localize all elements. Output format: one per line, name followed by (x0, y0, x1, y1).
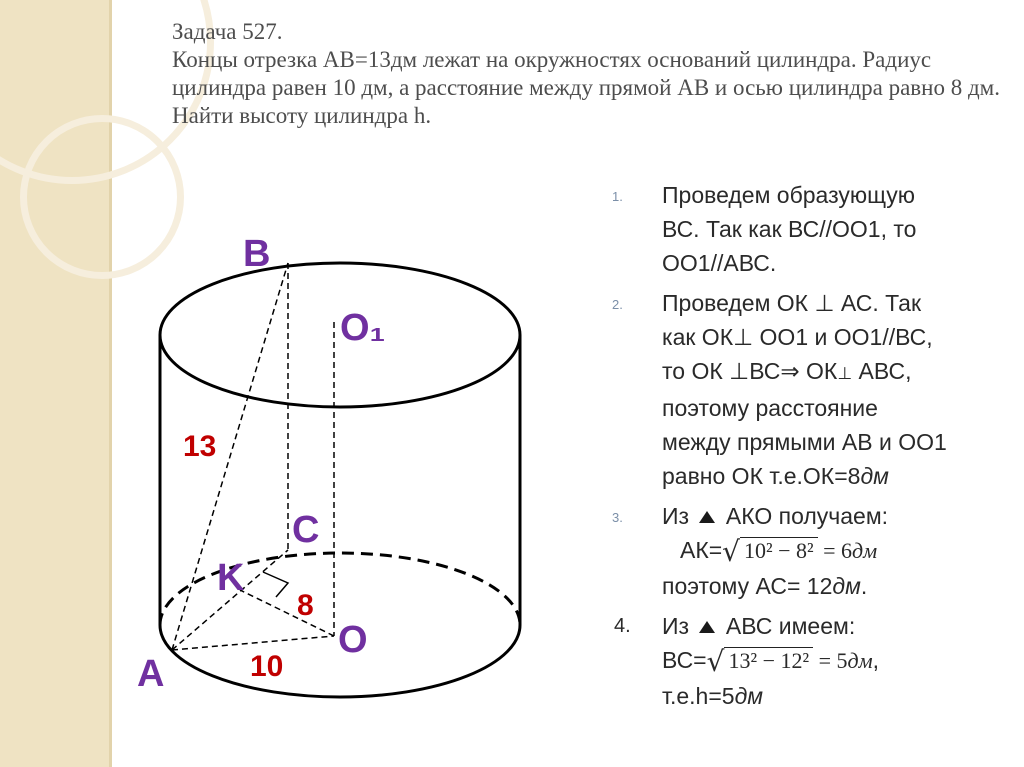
formula-radicand: 13² − 12² (724, 647, 813, 674)
solution-steps (606, 178, 1016, 719)
step-line (662, 459, 1016, 493)
text: ВС (749, 358, 781, 384)
step-1 (606, 178, 1016, 280)
step-number: 2. (612, 297, 623, 312)
label-b: B (243, 233, 271, 275)
formula-result: = 5 (813, 648, 848, 673)
step-line: между прямыми АВ и ОО1 (662, 429, 947, 455)
step-line: ОО1//АВС. (662, 250, 777, 276)
text: равно ОК т.е.ОК=8 (662, 463, 861, 489)
text: как ОК (662, 324, 734, 350)
label-length-ok: 8 (297, 589, 314, 622)
problem-title: Задача 527. (172, 19, 283, 44)
step-line (662, 569, 1016, 603)
label-a: A (137, 653, 165, 695)
text: Проведем ОК (662, 290, 815, 316)
perpendicular-icon: ⊥ (814, 290, 835, 316)
step-number: 3. (612, 510, 623, 525)
unit: дм (852, 538, 878, 563)
triangle-icon (699, 511, 715, 523)
unit: дм (734, 683, 764, 709)
unit: дм (860, 463, 889, 489)
text: поэтому АС= 12 (662, 573, 833, 599)
step-line (662, 679, 1016, 713)
text: ОК (799, 358, 838, 384)
step-line (662, 286, 1016, 320)
segment-ok (240, 590, 334, 636)
label-o: O (338, 619, 368, 661)
step-formula (662, 533, 1016, 569)
text: т.е.h=5 (662, 683, 735, 709)
formula-result: = 6 (817, 538, 853, 563)
text: Из (662, 503, 696, 529)
triangle-icon (699, 621, 715, 633)
label-length-ao: 10 (250, 650, 284, 683)
step-line: Проведем образующую (662, 182, 916, 208)
text: АС. Так (834, 290, 922, 316)
step-line (662, 320, 1016, 354)
label-length-ab: 13 (183, 430, 217, 463)
step-number: 1. (612, 189, 623, 204)
text: ВС= (662, 647, 707, 673)
step-line (662, 499, 1016, 533)
step-line (662, 609, 1016, 643)
step-formula (662, 643, 1016, 679)
step-number: 4. (614, 615, 631, 637)
label-o1: O₁ (340, 307, 386, 349)
step-2 (606, 286, 1016, 493)
problem-text: Концы отрезка АВ=13дм лежат на окружностях оснований цилиндра. Радиус цилиндра равен 10 дм, а расстояние между прямой АВ и осью цилиндра равно 8 дм. Найти высоту цилиндра h. (172, 47, 1000, 128)
radical-icon: √ (706, 645, 725, 678)
text: . (860, 573, 868, 599)
unit: дм (832, 573, 861, 599)
perpendicular-icon: ⊥ (729, 358, 750, 384)
step-line (662, 354, 1016, 391)
text: то ОК (662, 358, 730, 384)
step-3 (606, 499, 1016, 603)
label-c: C (292, 509, 320, 551)
text: АК= (680, 537, 723, 563)
text: АВС имеем: (719, 613, 856, 639)
label-k: K (217, 557, 245, 599)
text: АВС, (852, 358, 912, 384)
step-4 (606, 609, 1016, 713)
right-angle-mark (263, 572, 288, 597)
perpendicular-icon: ⊥ (733, 324, 754, 350)
step-line: ВС. Так как ВС//ОО1, то (662, 216, 917, 242)
segment-ao (172, 636, 334, 650)
text: Из (662, 613, 696, 639)
text: , (872, 647, 880, 673)
text: ОО1 и ОО1//ВС, (753, 324, 933, 350)
perpendicular-icon: ⊥ (837, 364, 853, 383)
step-line: поэтому расстояние (662, 395, 878, 421)
formula-radicand: 10² − 8² (740, 537, 818, 564)
radical-icon: √ (722, 535, 741, 568)
implies-arrow-icon: ⇒ (780, 358, 800, 384)
unit: дм (847, 648, 873, 673)
text: АКО получаем: (719, 503, 889, 529)
